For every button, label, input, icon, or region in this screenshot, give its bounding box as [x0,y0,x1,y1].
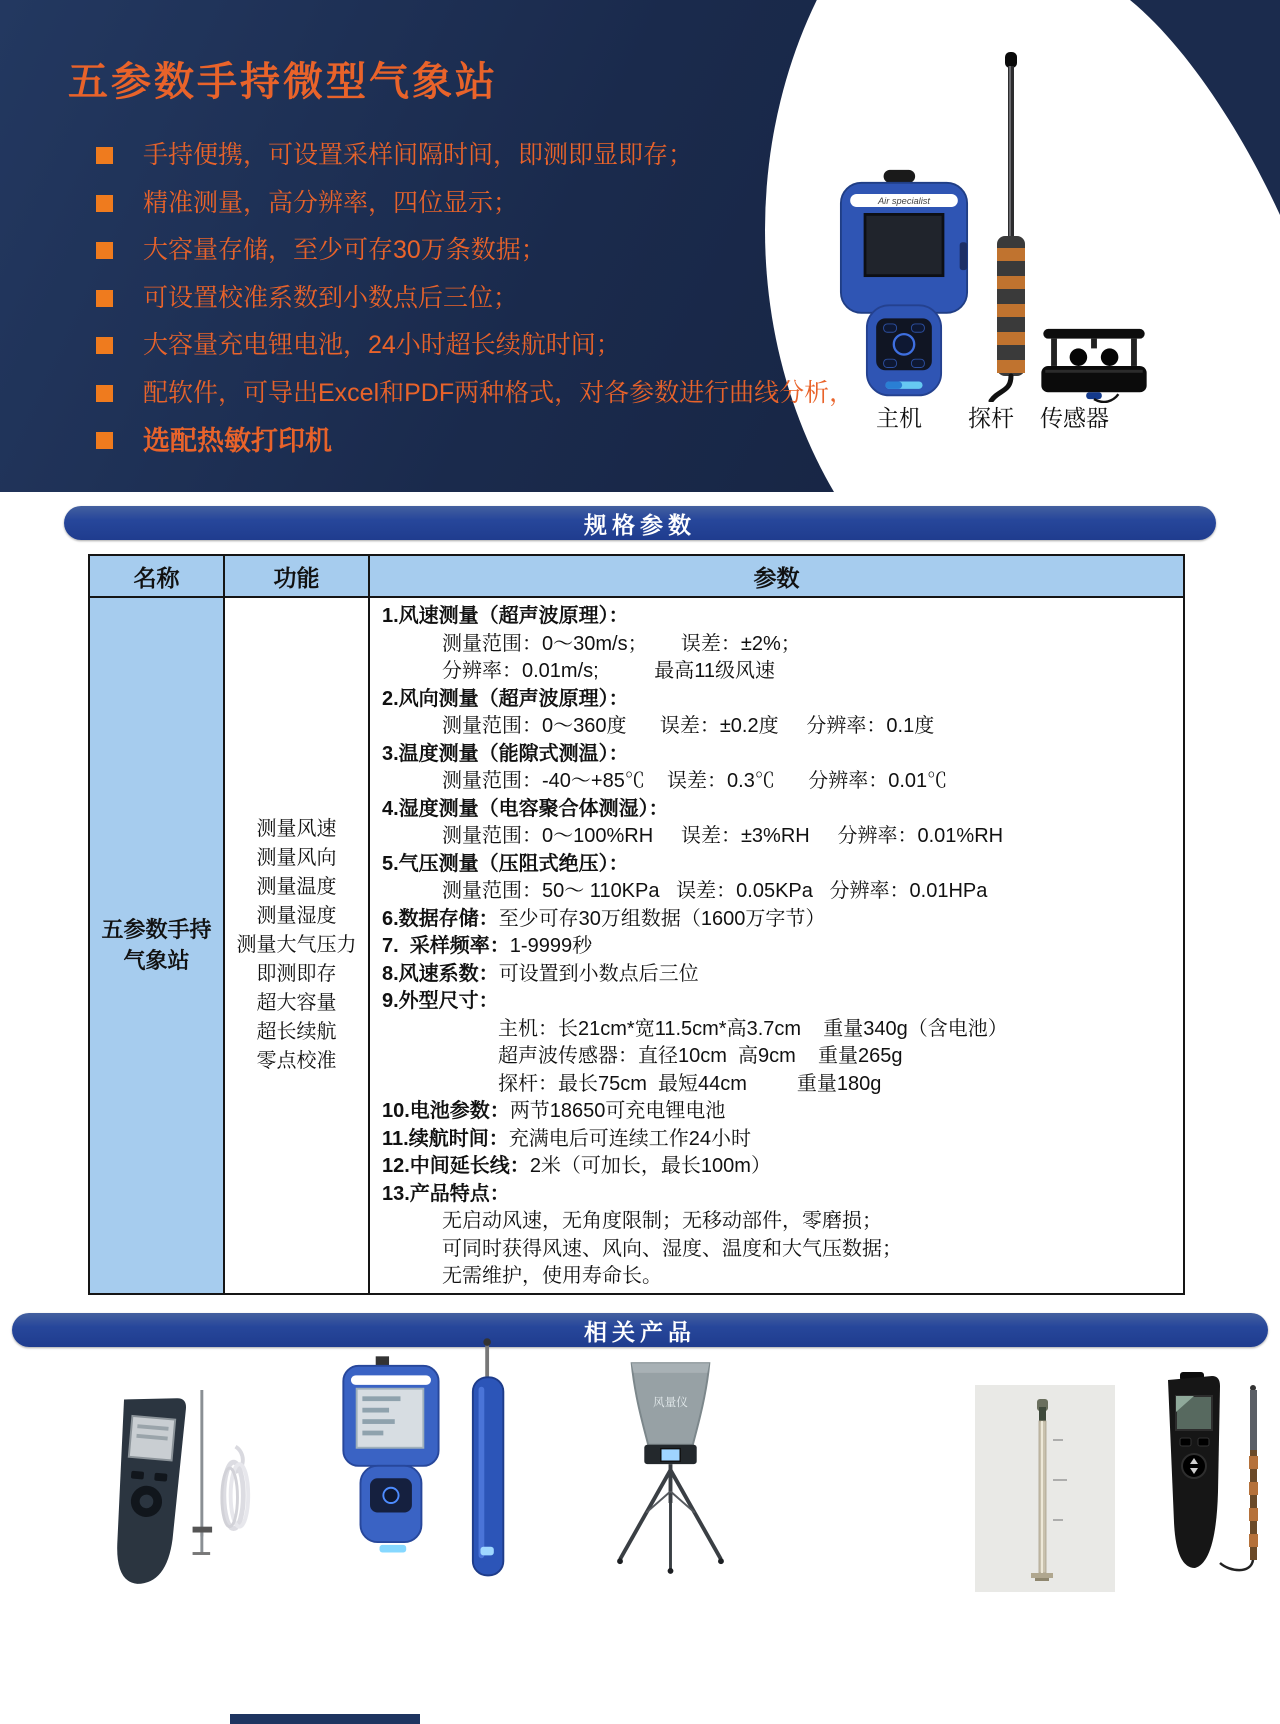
bullet-text: 精准测量，高分辨率，四位显示； [143,188,519,217]
param-line: 可同时获得风速、风向、湿度、温度和大气压数据； [442,1237,902,1260]
function-line: 即测即存 [256,963,337,985]
bullet-text: 手持便携，可设置采样间隔时间，即测即显即存； [143,141,694,169]
feature-bullet [96,330,876,361]
bullet-square-icon [96,432,113,449]
param-line: 5.气压测量（压阻式绝压）： [382,852,629,875]
feature-bullet [96,188,876,219]
specs-section-banner: 规格参数 [64,506,1216,540]
param-line: 4.湿度测量（电容聚合体测湿）： [382,797,669,820]
hood-label-text: 风量仪 [653,1395,688,1409]
table-cell-functions [225,598,370,1293]
bottom-accent-bar [230,1714,420,1724]
sensor-image [1035,325,1153,403]
param-line: 主机：长21cm*宽11.5cm*高3.7cm 重量340g（含电池） [498,1017,1008,1040]
param-line: 测量范围：0～360度 误差：±0.2度 分辨率：0.1度 [442,715,935,737]
param-line: 3.温度测量（能隙式测温）： [382,742,629,765]
column-header-name: 名称 [90,556,225,596]
param-line: 无需维护，使用寿命长。 [442,1265,662,1287]
related-product-3-image [588,1352,753,1587]
param-line: 测量范围：0～30m/s； 误差：±2%； [442,632,801,655]
function-line: 超长续航 [256,1021,337,1043]
param-line: 无启动风速，无角度限制；无移动部件，零磨损； [442,1210,882,1232]
related-section-banner: 相关产品 [12,1313,1268,1347]
param-line: 11.续航时间：充满电后可连续工作24小时 [382,1127,751,1150]
function-line: 测量风速 [256,818,337,840]
param-line: 9.外型尺寸： [382,990,499,1012]
header-hero [0,0,1280,492]
param-line: 12.中间延长线：2米（可加长，最长100m） [382,1155,771,1177]
param-line: 2.风向测量（超声波原理）： [382,687,629,710]
function-line: 超大容量 [256,992,337,1014]
param-line: 13.产品特点： [382,1182,510,1205]
bullet-text: 大容量充电锂电池，24小时超长续航时间； [143,331,621,359]
related-product-4-image [975,1385,1115,1592]
header-content [0,0,1280,492]
related-product-1-image [85,1390,265,1595]
bullet-text: 选配热敏打印机 [143,426,332,456]
table-cell-product-name [90,598,225,1293]
bullet-square-icon [96,195,113,212]
page-title: 五参数手持微型气象站 [68,60,498,104]
bullet-square-icon [96,290,113,307]
param-line: 测量范围：-40～+85℃ 误差：0.3℃ 分辨率：0.01℃ [442,770,948,792]
feature-bullet [96,283,876,314]
feature-bullet [96,378,876,409]
spec-table-body-row [90,598,1183,1293]
column-header-function: 功能 [225,556,370,596]
bullet-text: 大容量存储，至少可存30万条数据； [143,236,546,264]
function-line: 测量湿度 [256,905,337,927]
feature-bullet [96,140,876,171]
image-label-probe: 探杆 [968,405,1014,431]
param-line: 测量范围：50～ 110KPa 误差：0.05KPa 分辨率：0.01HPa [442,880,988,902]
spec-table [88,554,1185,1295]
bullet-square-icon [96,242,113,259]
function-line: 测量温度 [256,876,337,898]
param-line: 6.数据存储：至少可存30万组数据（1600万字节） [382,907,826,930]
bullet-square-icon [96,147,113,164]
bullet-square-icon [96,337,113,354]
spec-table-header-row [90,556,1183,598]
image-label-sensor: 传感器 [1040,405,1109,431]
param-line: 探杆：最长75cm 最短44cm 重量180g [498,1072,882,1095]
feature-bullet [96,235,876,266]
bullet-text: 可设置校准系数到小数点后三位； [143,283,519,312]
main-unit-image [828,168,980,400]
param-line: 分辨率：0.01m/s; 最高11级风速 [442,660,776,682]
param-line: 1.风速测量（超声波原理）： [382,605,629,627]
param-line: 测量范围：0～100%RH 误差：±3%RH 分辨率：0.01%RH [442,825,1004,847]
column-header-params: 参数 [753,564,800,591]
function-line: 零点校准 [256,1050,337,1072]
device-brand-text: Air specialist [877,196,931,207]
image-label-main-unit: 主机 [876,405,922,431]
table-cell-params [370,598,1183,1293]
product-name-line1: 五参数手持 [101,916,212,942]
bullet-square-icon [96,385,113,402]
function-line: 测量风向 [256,847,337,869]
param-line: 超声波传感器：直径10cm 高9cm 重量265g [498,1045,903,1067]
related-product-5-image [1150,1372,1280,1587]
related-product-2-image [330,1338,530,1588]
feature-bullets [96,140,876,475]
product-name-line2: 气象站 [123,947,190,973]
param-line: 10.电池参数：两节18650可充电锂电池 [382,1100,726,1122]
feature-bullet [96,425,876,458]
param-line: 7. 采样频率：1-9999秒 [382,935,593,957]
probe-rod-image [988,52,1034,402]
bullet-text: 配软件，可导出Excel和PDF两种格式，对各参数进行曲线分析， [143,378,855,407]
param-line: 8.风速系数：可设置到小数点后三位 [382,962,699,985]
function-line: 测量大气压力 [236,934,357,956]
